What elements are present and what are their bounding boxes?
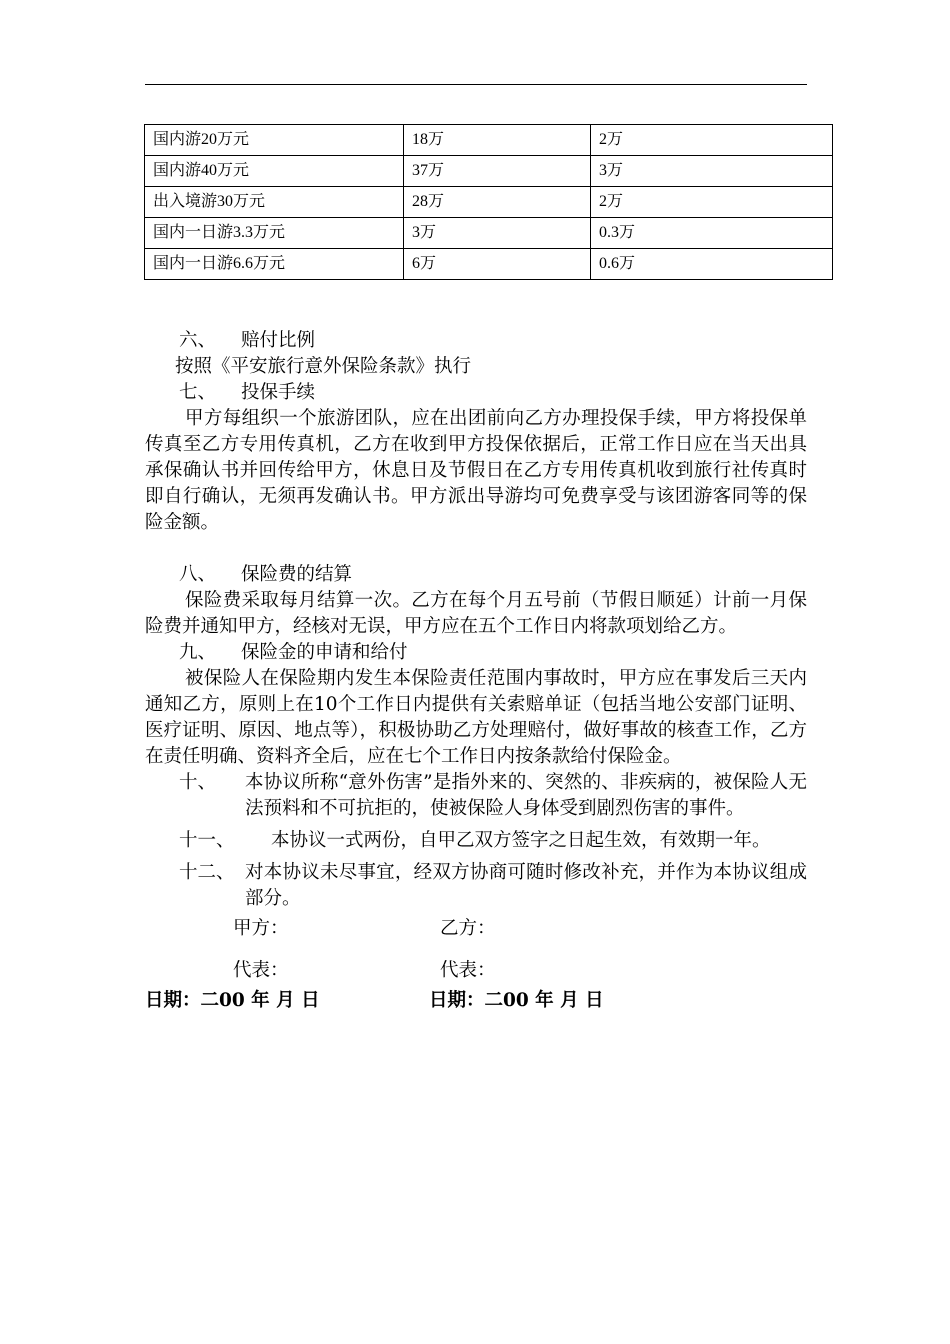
coverage-table xyxy=(144,124,833,280)
table-row xyxy=(145,187,833,218)
table-row xyxy=(145,249,833,280)
section-8-heading: 八、 保险费的结算 xyxy=(179,564,353,585)
rep-row xyxy=(145,958,807,984)
section-12: 十二、 对本协议未尽事宜，经双方协商可随时修改补充，并作为本协议组成部分。 xyxy=(179,862,807,909)
date-a: 日期：二00 年 月 日 xyxy=(145,990,320,1011)
table-cell: 3万 xyxy=(404,218,591,249)
date-row xyxy=(145,988,807,1014)
table-cell: 37万 xyxy=(404,156,591,187)
section-6-heading: 六、 赔付比例 xyxy=(179,330,316,351)
table-cell: 2万 xyxy=(591,125,833,156)
table-cell: 国内一日游6.6万元 xyxy=(145,249,404,280)
table-row xyxy=(145,156,833,187)
party-row xyxy=(145,916,807,942)
rep-b-label: 代表： xyxy=(440,960,496,981)
section-11: 十一、 本协议一式两份，自甲乙双方签字之日起生效，有效期一年。 xyxy=(179,830,771,851)
party-b-label: 乙方： xyxy=(440,918,496,939)
section-7-body: 甲方每组织一个旅游团队，应在出团前向乙方办理投保手续，甲方将投保单传真至乙方专用传真机，乙方在收到甲方投保依据后，正常工作日应在当天出具承保确认书并回传给甲方，休息日及节假日在乙方专用传真机收到旅行社传真时即自行确认，无须再发确认书。甲方派出导游均可免费享受与该团游客同等的保险金额。 xyxy=(145,408,807,533)
table-cell: 18万 xyxy=(404,125,591,156)
table-cell: 0.6万 xyxy=(591,249,833,280)
section-6-body: 按照《平安旅行意外保险条款》执行 xyxy=(175,356,472,377)
table-cell: 国内游40万元 xyxy=(145,156,404,187)
table-cell: 2万 xyxy=(591,187,833,218)
agreement-body xyxy=(145,328,807,1014)
section-7-heading: 七、 投保手续 xyxy=(179,382,316,403)
section-9-body: 被保险人在保险期内发生本保险责任范围内事故时，甲方应在事发后三天内通知乙方，原则上在10个工作日内提供有关索赔单证（包括当地公安部门证明、医疗证明、原因、地点等），积极协助乙方处理赔付，做好事故的核查工作，乙方在责任明确、资料齐全后，应在七个工作日内按条款给付保险金。 xyxy=(145,668,807,767)
table-row xyxy=(145,125,833,156)
table-cell: 国内一日游3.3万元 xyxy=(145,218,404,249)
header-rule xyxy=(145,84,807,85)
table-cell: 6万 xyxy=(404,249,591,280)
table-row xyxy=(145,218,833,249)
section-8-body: 保险费采取每月结算一次。乙方在每个月五号前（节假日顺延）计前一月保险费并通知甲方，经核对无误，甲方应在五个工作日内将款项划给乙方。 xyxy=(145,590,807,637)
table-cell: 28万 xyxy=(404,187,591,218)
table-cell: 0.3万 xyxy=(591,218,833,249)
section-10: 十、 本协议所称“意外伤害”是指外来的、突然的、非疾病的，被保险人无法预料和不可抗拒的，使被保险人身体受到剧烈伤害的事件。 xyxy=(179,772,807,819)
date-b: 日期：二00 年 月 日 xyxy=(429,990,604,1011)
rep-a-label: 代表： xyxy=(233,960,289,981)
section-9-heading: 九、 保险金的申请和给付 xyxy=(179,642,408,663)
party-a-label: 甲方： xyxy=(233,918,289,939)
table-cell: 3万 xyxy=(591,156,833,187)
table-cell: 出入境游30万元 xyxy=(145,187,404,218)
table-cell: 国内游20万元 xyxy=(145,125,404,156)
